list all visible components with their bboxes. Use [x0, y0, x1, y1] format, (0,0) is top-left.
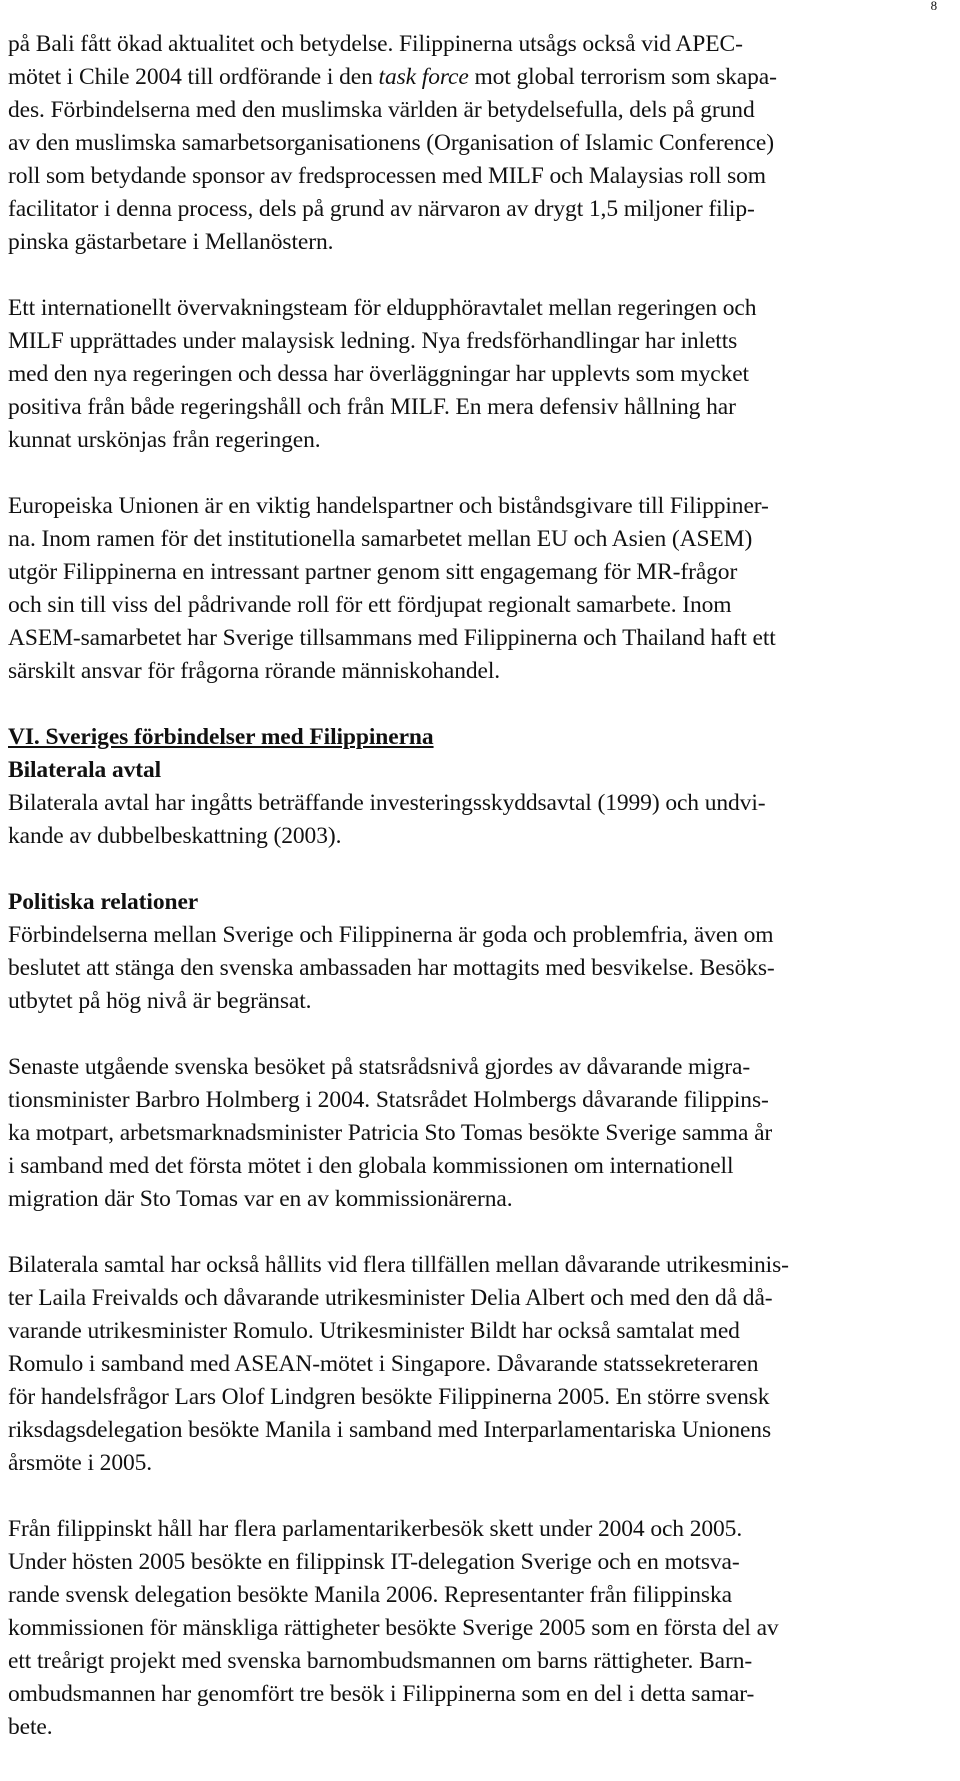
paragraph [8, 292, 953, 457]
page-number: 8 [930, 0, 937, 13]
text-line: och sin till viss del pådrivande roll för ett fördjupat regionalt samarbete. Inom [8, 592, 732, 618]
text-line: Senaste utgående svenska besöket på statsrådsnivå gjordes av dåvarande migra- [8, 1054, 751, 1080]
paragraph [8, 787, 953, 853]
text-line: ett treårigt projekt med svenska barnombudsmannen om barns rättigheter. Barn- [8, 1648, 753, 1674]
text-line: beslutet att stänga den svenska ambassaden har mottagits med besvikelse. Besöks- [8, 955, 775, 981]
paragraph [8, 1249, 953, 1480]
section-heading: VI. Sveriges förbindelser med Filippinerna [8, 724, 434, 750]
text-line: Bilaterala samtal har också hållits vid flera tillfällen mellan dåvarande utrikesminis- [8, 1252, 789, 1278]
paragraph [8, 490, 953, 688]
text-line: na. Inom ramen för det institutionella samarbetet mellan EU och Asien (ASEM) [8, 526, 753, 552]
text-line: migration där Sto Tomas var en av kommissionärerna. [8, 1186, 513, 1212]
text-line: Från filippinskt håll har flera parlamentarikerbesök skett under 2004 och 2005. [8, 1516, 743, 1542]
paragraph [8, 1513, 953, 1744]
text-line: kommissionen för mänskliga rättigheter besökte Sverige 2005 som en första del av [8, 1615, 779, 1641]
text-line: Förbindelserna mellan Sverige och Filippinerna är goda och problemfria, även om [8, 922, 774, 948]
text-line: för handelsfrågor Lars Olof Lindgren besökte Filippinerna 2005. En större svensk [8, 1384, 770, 1410]
text-line: kande av dubbelbeskattning (2003). [8, 823, 342, 849]
text-line: utgör Filippinerna en intressant partner genom sitt engagemang för MR-frågor [8, 559, 738, 585]
text-line: roll som betydande sponsor av fredsprocessen med MILF och Malaysias roll som [8, 163, 766, 189]
text-line: av den muslimska samarbetsorganisationens (Organisation of Islamic Conference) [8, 130, 774, 156]
text-line: ka motpart, arbetsmarknadsminister Patricia Sto Tomas besökte Sverige samma år [8, 1120, 773, 1146]
text-line: Bilaterala avtal har ingåtts beträffande investeringsskyddsavtal (1999) och undvi- [8, 790, 766, 816]
text-line: positiva från både regeringshåll och från MILF. En mera defensiv hållning har [8, 394, 736, 420]
section-body [8, 754, 953, 1744]
text-line: kunnat urskönjas från regeringen. [8, 427, 321, 453]
text-line: Europeiska Unionen är en viktig handelspartner och biståndsgivare till Filippiner- [8, 493, 769, 519]
text-line: mötet i Chile 2004 till ordförande i den task force mot global terrorism som skapa- [8, 64, 777, 90]
text-line: facilitator i denna process, dels på grund av närvaron av drygt 1,5 miljoner filip- [8, 196, 755, 222]
text-line: ter Laila Freivalds och dåvarande utrikesminister Delia Albert och med den då då- [8, 1285, 773, 1311]
paragraph [8, 919, 953, 1018]
subsection-heading: Bilaterala avtal [8, 757, 162, 783]
text-line: varande utrikesminister Romulo. Utrikesminister Bildt har också samtalat med [8, 1318, 740, 1344]
subsection-heading: Politiska relationer [8, 889, 199, 915]
document-page [8, 0, 953, 1744]
text-line: särskilt ansvar för frågorna rörande människohandel. [8, 658, 501, 684]
text-line: tionsminister Barbro Holmberg i 2004. Statsrådet Holmbergs dåvarande filippins- [8, 1087, 769, 1113]
paragraph [8, 28, 953, 259]
text-line: MILF upprättades under malaysisk ledning. Nya fredsförhandlingar har inletts [8, 328, 738, 354]
text-line: riksdagsdelegation besökte Manila i samband med Interparlamentariska Unionens [8, 1417, 772, 1443]
intro-paragraphs [8, 28, 953, 688]
text-line: utbytet på hög nivå är begränsat. [8, 988, 312, 1014]
text-line: med den nya regeringen och dessa har överläggningar har upplevts som mycket [8, 361, 749, 387]
text-line: Romulo i samband med ASEAN-mötet i Singapore. Dåvarande statssekreteraren [8, 1351, 759, 1377]
text-line: ASEM-samarbetet har Sverige tillsammans med Filippinerna och Thailand haft ett [8, 625, 776, 651]
text-line: ombudsmannen har genomfört tre besök i Filippinerna som en del i detta samar- [8, 1681, 755, 1707]
text-line: Under hösten 2005 besökte en filippinsk IT-delegation Sverige och en motsva- [8, 1549, 740, 1575]
text-line: i samband med det första mötet i den globala kommissionen om internationell [8, 1153, 734, 1179]
text-line: årsmöte i 2005. [8, 1450, 153, 1476]
emphasis-text: task force [378, 64, 469, 90]
text-line: på Bali fått ökad aktualitet och betydelse. Filippinerna utsågs också vid APEC- [8, 31, 743, 57]
text-line: rande svensk delegation besökte Manila 2006. Representanter från filippinska [8, 1582, 732, 1608]
text-line: pinska gästarbetare i Mellanöstern. [8, 229, 334, 255]
text-line: Ett internationellt övervakningsteam för eldupphöravtalet mellan regeringen och [8, 295, 757, 321]
text-line: bete. [8, 1714, 53, 1740]
paragraph [8, 1051, 953, 1216]
text-line: des. Förbindelserna med den muslimska världen är betydelsefulla, dels på grund [8, 97, 755, 123]
